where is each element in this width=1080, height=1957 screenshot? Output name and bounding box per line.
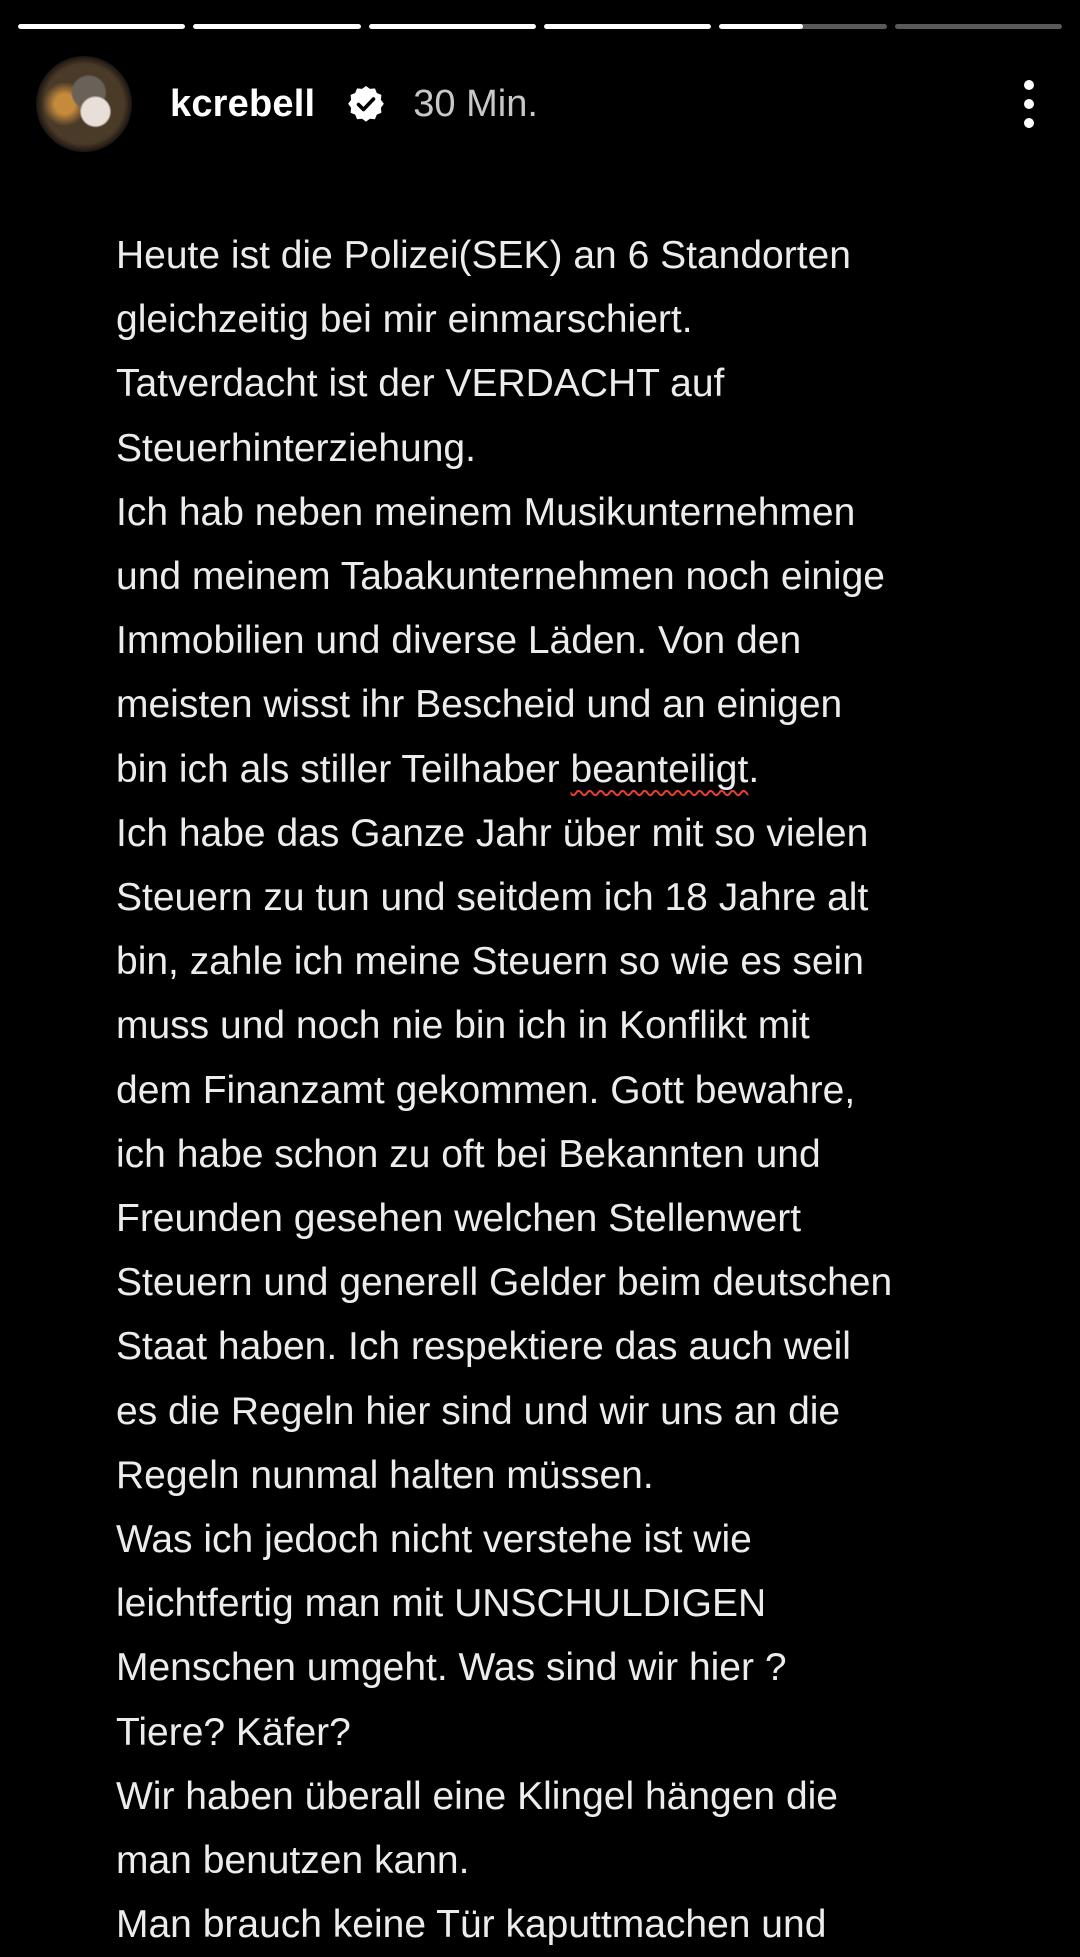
text-line: Steuerhinterziehung. xyxy=(116,426,476,470)
text-line: Ich hab neben meinem Musikunternehmen xyxy=(116,490,856,534)
text-line: Ich habe das Ganze Jahr über mit so vielen xyxy=(116,811,869,855)
text-line: dem Finanzamt gekommen. Gott bewahre, xyxy=(116,1068,856,1112)
text-line: Tiere? Käfer? xyxy=(116,1710,351,1754)
text-line: Freunden gesehen welchen Stellenwert xyxy=(116,1197,802,1241)
text-line: Staat haben. Ich respektiere das auch weil xyxy=(116,1325,851,1369)
progress-segment xyxy=(18,24,185,29)
text-line: Menschen umgeht. Was sind wir hier ? xyxy=(116,1646,787,1690)
progress-segment xyxy=(369,24,536,29)
misspelled-word: beanteiligt xyxy=(570,747,749,791)
more-options-icon[interactable] xyxy=(1014,74,1044,134)
text-line: es die Regeln hier sind und wir uns an die xyxy=(116,1389,841,1433)
text-line: Wir haben überall eine Klingel hängen die xyxy=(116,1774,838,1818)
text-line: Was ich jedoch nicht verstehe ist wie xyxy=(116,1518,752,1562)
verified-badge-icon xyxy=(347,85,385,123)
text-line: Regeln nunmal halten müssen. xyxy=(116,1453,654,1497)
text-line: muss und noch nie bin ich in Konflikt mit xyxy=(116,1004,810,1048)
text-line: Heute ist die Polizei(SEK) an 6 Standorten xyxy=(116,234,851,277)
story-progress-bar xyxy=(18,24,1062,30)
text-line xyxy=(116,738,1046,802)
avatar[interactable] xyxy=(36,56,132,152)
text-line: Steuern und generell Gelder beim deutschen xyxy=(116,1261,893,1305)
text-line: Steuern zu tun und seitdem ich 18 Jahre alt xyxy=(116,876,869,920)
text-line: Immobilien und diverse Läden. Von den xyxy=(116,619,802,663)
text-line: Man brauch keine Tür kaputtmachen und xyxy=(116,1903,827,1947)
progress-segment xyxy=(193,24,360,29)
post-time: 30 Min. xyxy=(413,82,538,125)
progress-segment xyxy=(544,24,711,29)
username[interactable]: kcrebell xyxy=(170,82,316,125)
text-line: und meinem Tabakunternehmen noch einige xyxy=(116,555,885,599)
progress-segment xyxy=(719,24,886,29)
text-line: ich habe schon zu oft bei Bekannten und xyxy=(116,1132,821,1176)
text-segment: . xyxy=(748,747,760,791)
progress-segment xyxy=(895,24,1062,29)
text-line: meisten wisst ihr Bescheid und an einigen xyxy=(116,683,843,727)
text-line: bin, zahle ich meine Steuern so wie es sein xyxy=(116,940,864,984)
story-text xyxy=(116,224,1046,1957)
text-segment: bin ich als stiller Teilhaber xyxy=(116,747,571,791)
story-header xyxy=(36,56,1044,152)
text-line: Tatverdacht ist der VERDACHT auf xyxy=(116,362,725,406)
text-line: man benutzen kann. xyxy=(116,1839,470,1883)
text-line: gleichzeitig bei mir einmarschiert. xyxy=(116,298,693,342)
text-line: leichtfertig man mit UNSCHULDIGEN xyxy=(116,1582,767,1626)
